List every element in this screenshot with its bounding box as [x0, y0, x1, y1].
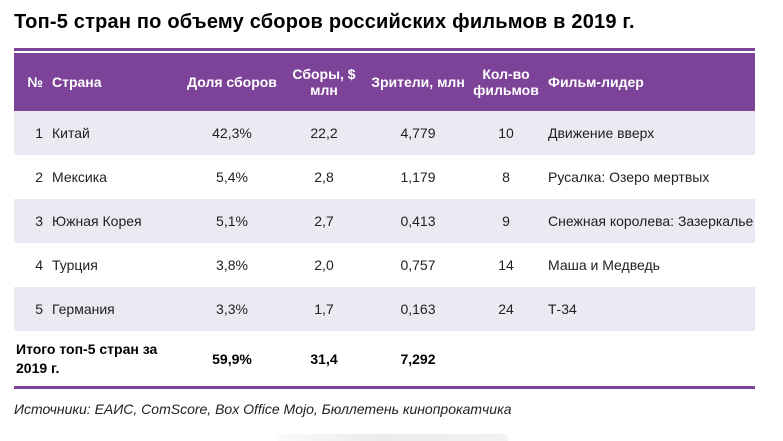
- page-title: Топ-5 стран по объему сборов российских фильмов в 2019 г.: [14, 11, 635, 33]
- cell-gross: 22,2: [310, 125, 338, 141]
- cell-gross: 2,0: [314, 257, 334, 273]
- col-header-leading-film: Фильм-лидер: [548, 73, 644, 90]
- cell-films-count: 8: [502, 169, 510, 185]
- table-row: [14, 287, 755, 331]
- cell-leading-film: Движение вверх: [548, 125, 655, 141]
- sources-note: Источники: ЕАИС, ComScore, Box Office Mojo, Бюллетень кинопрокатчика: [14, 401, 512, 417]
- col-header-gross: Сборы, $ млн: [292, 65, 356, 98]
- title-divider: [14, 48, 755, 51]
- cell-share: 5,4%: [216, 169, 248, 185]
- cell-leading-film: Т-34: [548, 301, 577, 317]
- cell-leading-film: Русалка: Озеро мертвых: [548, 169, 710, 185]
- cell-number: 3: [35, 213, 43, 229]
- col-header-viewers: Зрители, млн: [371, 73, 465, 90]
- cell-number: 5: [35, 301, 43, 317]
- col-header-share: Доля сборов: [187, 73, 277, 90]
- cell-share: 3,8%: [216, 257, 248, 273]
- table-row: [14, 111, 755, 155]
- footer-divider: [14, 386, 755, 389]
- cell-share: 42,3%: [212, 125, 252, 141]
- cell-viewers: 0,413: [400, 213, 436, 229]
- top5-countries-table: [14, 53, 755, 386]
- col-header-country: Страна: [52, 73, 102, 90]
- cell-films-count: 14: [498, 257, 514, 273]
- col-header-films-count: Кол-во фильмов: [473, 65, 539, 98]
- cell-country: Южная Корея: [52, 213, 142, 229]
- table-header-row: [14, 53, 755, 111]
- cell-leading-film: Маша и Медведь: [548, 257, 660, 273]
- cell-leading-film: Снежная королева: Зазеркалье: [548, 213, 754, 229]
- totals-label: Итого топ-5 стран за 2019 г.: [16, 340, 158, 376]
- totals-viewers: 7,292: [400, 350, 436, 367]
- cell-viewers: 4,779: [400, 125, 436, 141]
- cell-share: 5,1%: [216, 213, 248, 229]
- cell-number: 2: [35, 169, 43, 185]
- bottom-watermark-bar: [278, 434, 508, 441]
- cell-number: 4: [35, 257, 43, 273]
- totals-share: 59,9%: [212, 350, 252, 367]
- cell-gross: 2,7: [314, 213, 334, 229]
- cell-viewers: 1,179: [400, 169, 436, 185]
- col-header-number: №: [27, 73, 43, 90]
- table-row: [14, 243, 755, 287]
- cell-number: 1: [35, 125, 43, 141]
- cell-films-count: 24: [498, 301, 514, 317]
- cell-gross: 1,7: [314, 301, 334, 317]
- totals-row: [14, 331, 755, 386]
- table-row: [14, 199, 755, 243]
- cell-gross: 2,8: [314, 169, 334, 185]
- cell-country: Мексика: [52, 169, 107, 185]
- table-row: [14, 155, 755, 199]
- cell-films-count: 10: [498, 125, 514, 141]
- cell-country: Китай: [52, 125, 90, 141]
- cell-viewers: 0,163: [400, 301, 436, 317]
- cell-share: 3,3%: [216, 301, 248, 317]
- cell-films-count: 9: [502, 213, 510, 229]
- cell-country: Турция: [52, 257, 98, 273]
- totals-gross: 31,4: [310, 350, 338, 367]
- cell-viewers: 0,757: [400, 257, 436, 273]
- cell-country: Германия: [52, 301, 115, 317]
